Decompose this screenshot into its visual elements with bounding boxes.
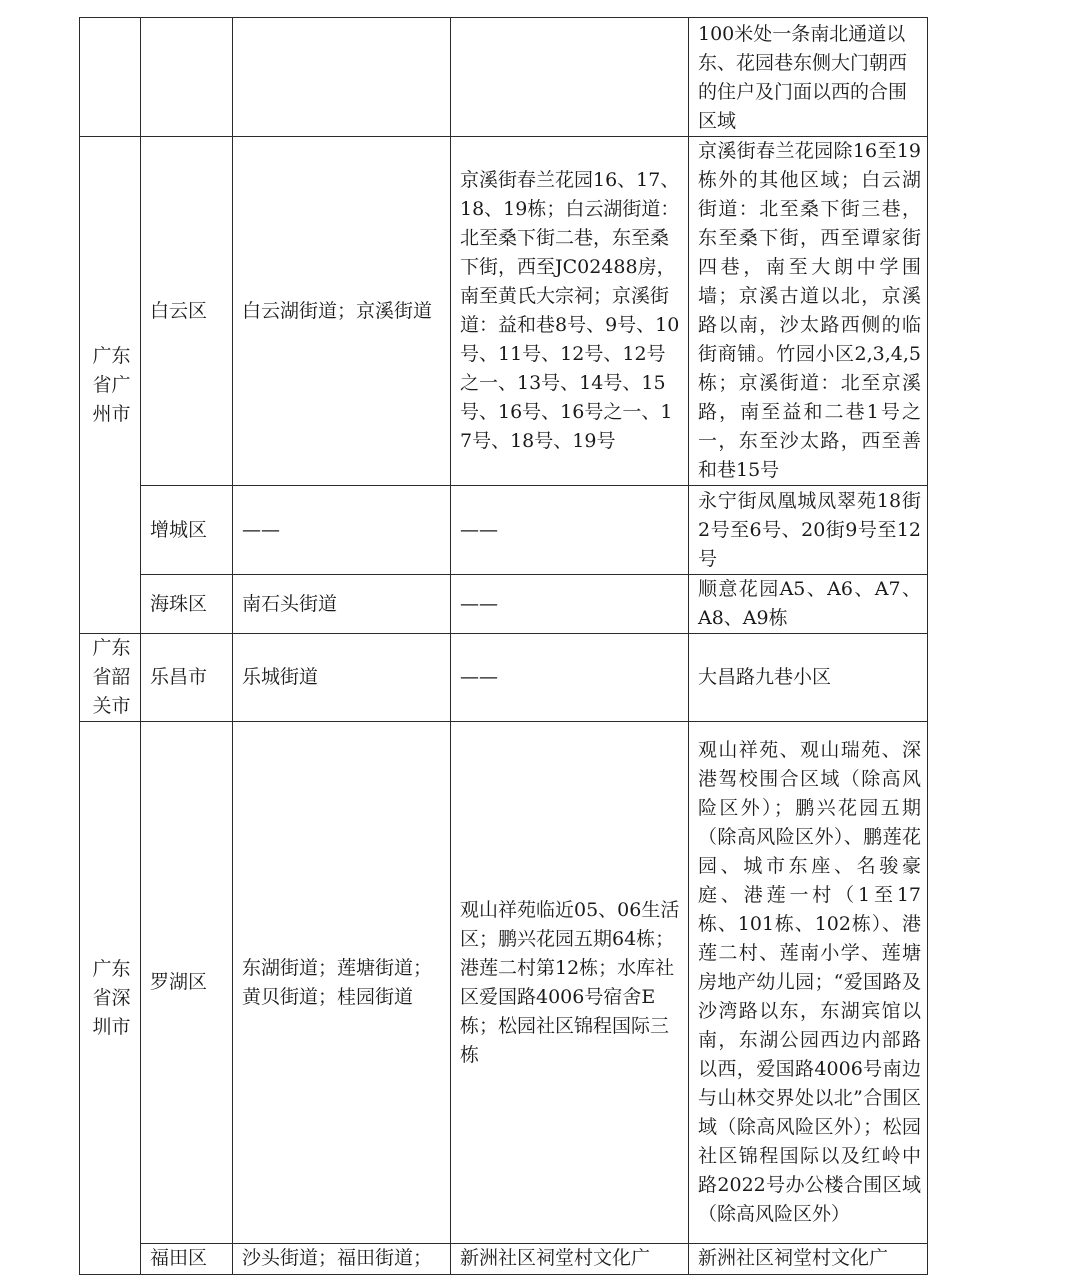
province-cell — [80, 137, 141, 634]
district-label: 白云区 — [150, 299, 208, 322]
medium-risk-text: 顺意花园A5、A6、A7、A8、A9栋 — [698, 578, 921, 629]
high-risk-cell — [451, 137, 689, 486]
high-risk-text: 新洲社区祠堂村文化广 — [460, 1247, 651, 1269]
streets-cell — [233, 722, 451, 1244]
table-row — [80, 486, 928, 575]
risk-area-table — [79, 17, 928, 1275]
medium-risk-cell — [689, 634, 928, 722]
table-row — [80, 137, 928, 486]
province-city-label: 广东省韶关市 — [92, 637, 131, 717]
streets-cell — [233, 1244, 451, 1275]
high-risk-cell — [451, 18, 689, 137]
streets-cell — [233, 137, 451, 486]
streets-cell — [233, 486, 451, 575]
table-row — [80, 18, 928, 137]
medium-risk-cell — [689, 722, 928, 1244]
streets-cell — [233, 634, 451, 722]
district-label: 增城区 — [150, 518, 208, 541]
high-risk-cell — [451, 1244, 689, 1275]
high-risk-cell — [451, 486, 689, 575]
medium-risk-cell — [689, 18, 928, 137]
high-risk-text: 京溪街春兰花园16、17、18、19栋；白云湖街道：北至桑下街二巷，东至桑下街，西至JC02488房，南至黄氏大宗祠；京溪街道：益和巷8号、9号、10号、11号、12号、12号之一、13号、14号、15号、16号、16号之一、17号、18号、19号 — [460, 169, 680, 452]
streets-text: 东湖街道；莲塘街道；黄贝街道；桂园街道 — [242, 956, 433, 1008]
district-cell — [141, 137, 233, 486]
province-city-label: 广东省深圳市 — [92, 957, 131, 1038]
streets-text: 乐城街道 — [242, 666, 319, 688]
district-cell — [141, 575, 233, 634]
medium-risk-cell — [689, 575, 928, 634]
medium-risk-cell — [689, 486, 928, 575]
district-label: 海珠区 — [150, 592, 208, 615]
district-cell — [141, 1244, 233, 1275]
province-cell — [80, 634, 141, 722]
table-row — [80, 634, 928, 722]
medium-risk-text: 大昌路九巷小区 — [698, 666, 832, 688]
table-row — [80, 1244, 928, 1275]
streets-cell — [233, 18, 451, 137]
streets-text: —— — [242, 518, 280, 541]
district-cell — [141, 18, 233, 137]
streets-text: 白云湖街道；京溪街道 — [242, 299, 433, 322]
streets-text: 沙头街道；福田街道； — [242, 1247, 433, 1269]
district-cell — [141, 722, 233, 1244]
high-risk-cell — [451, 634, 689, 722]
province-cell — [80, 722, 141, 1275]
medium-risk-text: 100米处一条南北通道以东、花园巷东侧大门朝西的住户及门面以西的合围区域 — [698, 23, 908, 132]
district-label: 福田区 — [150, 1247, 208, 1269]
medium-risk-text: 永宁街凤凰城凤翠苑18街2号至6号、20街9号至12号 — [698, 489, 921, 570]
district-cell — [141, 634, 233, 722]
province-cell — [80, 18, 141, 137]
medium-risk-cell — [689, 137, 928, 486]
streets-cell — [233, 575, 451, 634]
high-risk-text: —— — [460, 592, 498, 615]
district-label: 罗湖区 — [150, 971, 208, 993]
high-risk-text: —— — [460, 518, 498, 541]
medium-risk-text: 京溪街春兰花园除16至19栋外的其他区域；白云湖街道：北至桑下街三巷，东至桑下街，西至谭家街四巷，南至大朗中学围墙；京溪古道以北，京溪路以南，沙太路西侧的临街商铺。竹园小区2,3,4,5栋；京溪街道：北至京溪路，南至益和二巷1号之一，东至沙太路，西至善和巷15号 — [698, 140, 921, 481]
high-risk-cell — [451, 575, 689, 634]
high-risk-cell — [451, 722, 689, 1244]
high-risk-text: —— — [460, 666, 498, 688]
province-city-label: 广东省广州市 — [92, 344, 131, 425]
streets-text: 南石头街道 — [242, 592, 338, 615]
table-row — [80, 722, 928, 1244]
table-row — [80, 575, 928, 634]
high-risk-text: 观山祥苑临近05、06生活区；鹏兴花园五期64栋；港莲二村第12栋；水库社区爱国路4006号宿舍E栋；松园社区锦程国际三栋 — [460, 898, 680, 1066]
district-cell — [141, 486, 233, 575]
medium-risk-text: 新洲社区祠堂村文化广 — [698, 1247, 889, 1269]
district-label: 乐昌市 — [150, 666, 208, 688]
medium-risk-cell — [689, 1244, 928, 1275]
medium-risk-text: 观山祥苑、观山瑞苑、深港驾校围合区域（除高风险区外）；鹏兴花园五期（除高风险区外）、鹏莲花园、城市东座、名骏豪庭、港莲一村（1至17栋、101栋、102栋）、港莲二村、莲南小学、莲塘房地产幼儿园；“爱国路及沙湾路以东，东湖宾馆以南，东湖公园西边内部路以西，爱国路4006号南边与山林交界处以北”合围区域（除高风险区外）；松园社区锦程国际以及红岭中路2022号办公楼合围区域（除高风险区外） — [698, 739, 921, 1225]
